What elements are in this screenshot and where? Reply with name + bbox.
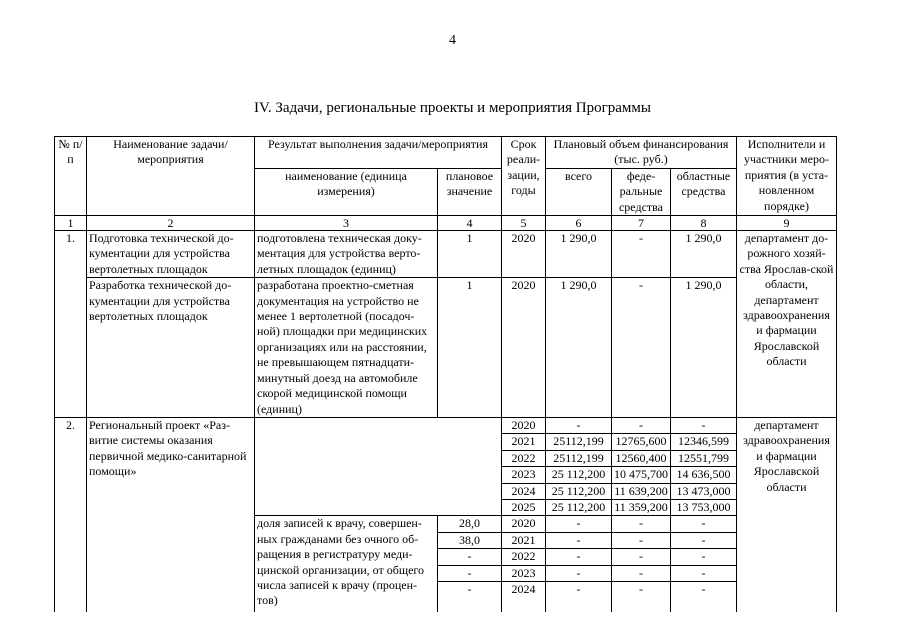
funding-regional: - [671,516,737,532]
result-value: 1 [438,278,502,418]
funding-federal: 11 359,200 [612,499,671,515]
funding-regional: 14 636,500 [671,467,737,483]
term-year: 2020 [502,516,546,532]
col-number: 4 [438,216,502,231]
indicator-value: - [438,581,502,612]
programme-table [54,136,837,612]
funding-regional: 13 753,000 [671,499,737,515]
funding-regional: - [671,532,737,548]
header-num: № п/п [55,137,87,216]
funding-regional: 1 290,0 [671,278,737,418]
page-number: 4 [449,33,456,48]
funding-regional: - [671,417,737,433]
header-federal: феде-ральные средства [612,168,671,215]
funding-federal: 10 475,700 [612,467,671,483]
term-year: 2020 [502,417,546,433]
result-name: разработана проектно-сметная документация на устройство не менее 1 вертолетной (посадоч-ной) площадки при медицинских организациях или на расстоянии, не превышающем пятнадцати-минутный доезд на автомобиле скорой медицинской помощи (единиц) [255,278,438,418]
funding-total: 25 112,200 [546,499,612,515]
funding-federal: - [612,532,671,548]
term-year: 2020 [502,231,546,278]
term-year: 2024 [502,483,546,499]
indicator-value: 38,0 [438,532,502,548]
result-name: подготовлена техническая доку-ментация для устройства верто-летных площадок (единиц) [255,231,438,278]
funding-regional: - [671,581,737,612]
header-total: всего [546,168,612,215]
row-number: 1. [55,231,87,418]
term-year: 2020 [502,278,546,418]
funding-federal: 12765,600 [612,434,671,450]
row-number: 2. [55,417,87,612]
funding-federal: - [612,549,671,565]
funding-regional: 1 290,0 [671,231,737,278]
funding-total: - [546,581,612,612]
funding-federal: - [612,278,671,418]
col-number: 6 [546,216,612,231]
indicator-value: - [438,565,502,581]
col-number: 3 [255,216,438,231]
result-value: 1 [438,231,502,278]
term-year: 2022 [502,549,546,565]
column-numbers-row [55,216,837,231]
funding-federal: - [612,417,671,433]
executors: департамент здравоохранения и фармации Ярославской области [737,417,837,612]
funding-regional: 12551,799 [671,450,737,466]
col-number: 9 [737,216,837,231]
funding-total: 25112,199 [546,434,612,450]
col-number: 1 [55,216,87,231]
header-result-name: наименование (единица измерения) [255,168,438,215]
funding-total: - [546,549,612,565]
header-term: Срок реали-зации, годы [502,137,546,216]
funding-total: 25112,199 [546,450,612,466]
term-year: 2021 [502,434,546,450]
header-result: Результат выполнения задачи/мероприятия [255,137,502,169]
header-executors: Исполнители и участники меро-приятия (в уста-новленном порядке) [737,137,837,216]
indicator-name: доля записей к врачу, совершен-ных гражданами без очного об-ращения в регистратуру меди-цинской организации, от общего числа записей к врачу (процен-тов) [255,516,438,612]
funding-total: 25 112,200 [546,467,612,483]
col-number: 8 [671,216,737,231]
funding-regional: 12346,599 [671,434,737,450]
task-name: Разработка технической до-кументации для устройства вертолетных площадок [87,278,255,418]
funding-federal: 11 639,200 [612,483,671,499]
table-row [55,278,837,418]
funding-total: - [546,516,612,532]
indicator-value: 28,0 [438,516,502,532]
term-year: 2024 [502,581,546,612]
funding-federal: - [612,516,671,532]
funding-total: - [546,565,612,581]
funding-total: 25 112,200 [546,483,612,499]
header-row-1 [55,137,837,169]
col-number: 5 [502,216,546,231]
funding-regional: - [671,549,737,565]
funding-federal: - [612,231,671,278]
header-funding: Плановый объем финансирования (тыс. руб.) [546,137,737,169]
task-name: Региональный проект «Раз-витие системы оказания первичной медико-санитарной помощи» [87,417,255,612]
indicator-value: - [438,549,502,565]
funding-total: 1 290,0 [546,231,612,278]
funding-total: - [546,417,612,433]
header-name: Наименование задачи/ мероприятия [87,137,255,216]
header-regional: областные средства [671,168,737,215]
funding-federal: - [612,565,671,581]
term-year: 2023 [502,565,546,581]
funding-regional: 13 473,000 [671,483,737,499]
term-year: 2023 [502,467,546,483]
col-number: 7 [612,216,671,231]
funding-federal: - [612,581,671,612]
funding-regional: - [671,565,737,581]
section-title: IV. Задачи, региональные проекты и мероприятия Программы [254,100,651,116]
col-number: 2 [87,216,255,231]
task-name: Подготовка технической до-кументации для устройства вертолетных площадок [87,231,255,278]
term-year: 2022 [502,450,546,466]
table-row [55,417,837,433]
funding-total: 1 290,0 [546,278,612,418]
funding-federal: 12560,400 [612,450,671,466]
result-empty [255,417,502,515]
funding-total: - [546,532,612,548]
term-year: 2025 [502,499,546,515]
header-result-value: плановое значение [438,168,502,215]
table-row [55,231,837,278]
executors: департамент до-рожного хозяй-ства Ярослав-ской области, департамент здравоохранения и фармации Ярославской области [737,231,837,418]
term-year: 2021 [502,532,546,548]
